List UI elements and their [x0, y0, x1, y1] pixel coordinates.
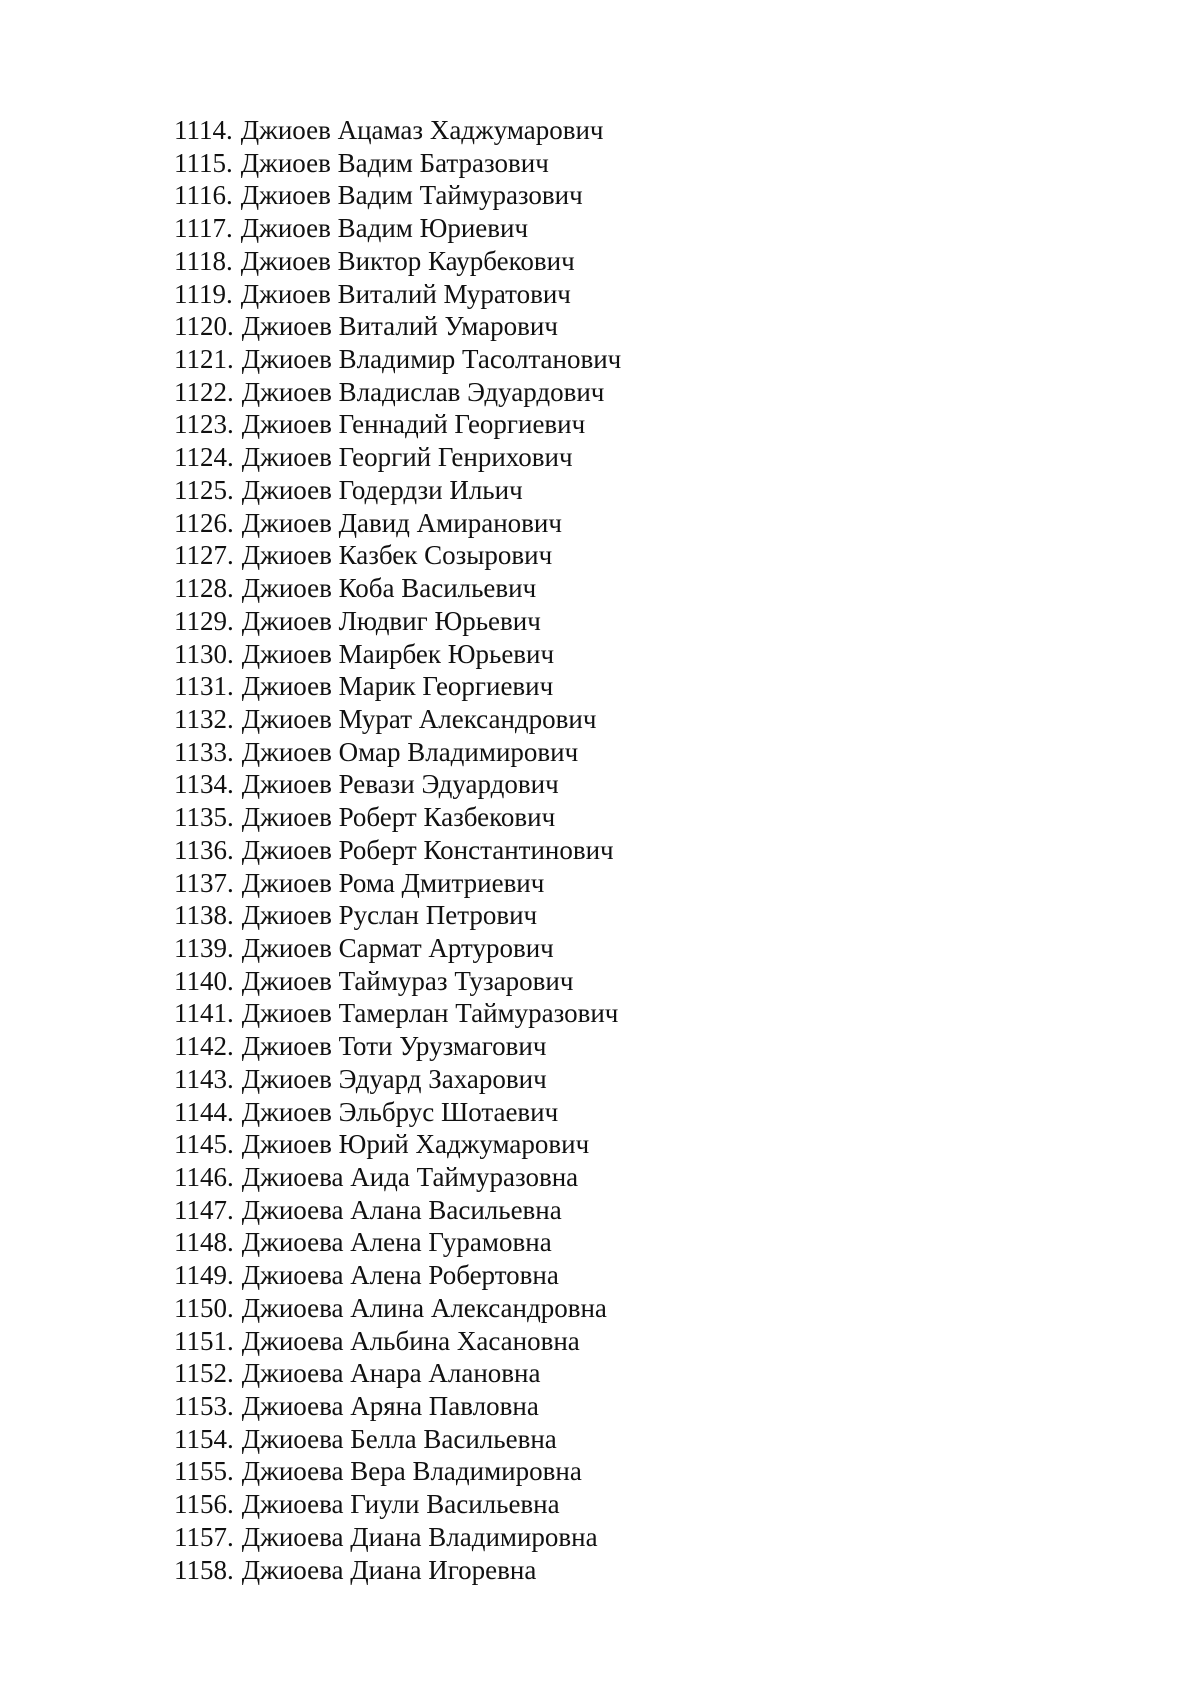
- entry-name: Джиоева Аряна Павловна: [241, 1391, 539, 1422]
- entry-number: 1144.: [174, 1096, 234, 1127]
- entry-name: Джиоев Эдуард Захарович: [241, 1063, 547, 1094]
- list-item: [174, 965, 621, 998]
- entry-number: 1121.: [174, 344, 234, 375]
- list-item: [174, 1292, 621, 1325]
- entry-name: Джиоев Роберт Казбекович: [241, 802, 556, 833]
- entry-name: Джиоев Вадим Таймуразович: [240, 180, 583, 211]
- entry-name: Джиоева Вера Владимировна: [241, 1456, 582, 1487]
- entry-number: 1130.: [174, 638, 234, 669]
- entry-number: 1152.: [174, 1358, 234, 1389]
- list-item: [174, 834, 621, 867]
- entry-number: 1151.: [174, 1325, 234, 1356]
- list-item: [174, 278, 621, 311]
- entry-name: Джиоев Годердзи Ильич: [241, 474, 523, 505]
- entry-name: Джиоев Сармат Артурович: [241, 932, 554, 963]
- entry-number: 1119.: [174, 278, 233, 309]
- entry-name: Джиоев Вадим Батразович: [240, 147, 549, 178]
- entry-number: 1145.: [174, 1129, 234, 1160]
- entry-name: Джиоев Давид Амиранович: [241, 507, 562, 538]
- entry-number: 1116.: [174, 180, 233, 211]
- entry-name: Джиоев Людвиг Юрьевич: [241, 605, 541, 636]
- list-item: [174, 1423, 621, 1456]
- list-item: [174, 899, 621, 932]
- entry-number: 1142.: [174, 1031, 234, 1062]
- list-item: [174, 114, 621, 147]
- list-item: [174, 1030, 621, 1063]
- entry-name: Джиоева Альбина Хасановна: [241, 1325, 580, 1356]
- entry-number: 1143.: [174, 1063, 234, 1094]
- list-item: [174, 507, 621, 540]
- list-item: [174, 343, 621, 376]
- entry-name: Джиоев Вадим Юриевич: [240, 213, 529, 244]
- entry-name: Джиоев Владислав Эдуардович: [241, 376, 605, 407]
- entry-number: 1125.: [174, 474, 234, 505]
- entry-number: 1156.: [174, 1489, 234, 1520]
- list-item: [174, 1128, 621, 1161]
- list-item: [174, 638, 621, 671]
- entry-name: Джиоев Эльбрус Шотаевич: [241, 1096, 559, 1127]
- list-item: [174, 474, 621, 507]
- list-item: [174, 310, 621, 343]
- entry-name: Джиоева Алина Александровна: [241, 1292, 607, 1323]
- entry-name: Джиоев Юрий Хаджумарович: [241, 1129, 590, 1160]
- entry-number: 1114.: [174, 115, 233, 145]
- entry-number: 1153.: [174, 1391, 234, 1422]
- entry-name: Джиоева Диана Владимировна: [241, 1521, 598, 1552]
- list-item: [174, 1357, 621, 1390]
- entry-number: 1132.: [174, 703, 234, 734]
- entry-number: 1149.: [174, 1260, 234, 1291]
- list-item: [174, 1259, 621, 1292]
- entry-number: 1134.: [174, 769, 234, 800]
- entry-name: Джиоев Руслан Петрович: [241, 900, 538, 931]
- entry-number: 1118.: [174, 245, 233, 276]
- entry-number: 1140.: [174, 965, 234, 996]
- entry-name: Джиоева Анара Алановна: [241, 1358, 541, 1389]
- entry-number: 1157.: [174, 1521, 234, 1552]
- entry-name: Джиоева Алана Васильевна: [241, 1194, 562, 1225]
- entry-name: Джиоев Виталий Муратович: [240, 278, 571, 309]
- entry-number: 1139.: [174, 932, 234, 963]
- entry-name: Джиоев Омар Владимирович: [241, 736, 579, 767]
- list-item: [174, 179, 621, 212]
- entry-name: Джиоев Ацамаз Хаджумарович: [240, 115, 604, 145]
- entry-number: 1123.: [174, 409, 234, 440]
- entry-name: Джиоев Коба Васильевич: [241, 573, 537, 604]
- list-item: [174, 670, 621, 703]
- list-item: [174, 572, 621, 605]
- entry-name: Джиоева Диана Игоревна: [241, 1554, 537, 1585]
- entry-name: Джиоева Алена Гурамовна: [241, 1227, 552, 1258]
- entry-name: Джиоев Тоти Урузмагович: [241, 1031, 547, 1062]
- list-item: [174, 1226, 621, 1259]
- entry-number: 1141.: [174, 998, 234, 1029]
- entry-name: Джиоев Таймураз Тузарович: [241, 965, 574, 996]
- list-item: [174, 1161, 621, 1194]
- list-item: [174, 245, 621, 278]
- list-item: [174, 867, 621, 900]
- entry-name: Джиоев Роберт Константинович: [241, 834, 614, 865]
- name-list: [174, 114, 621, 1586]
- entry-number: 1136.: [174, 834, 234, 865]
- list-item: [174, 736, 621, 769]
- entry-number: 1158.: [174, 1554, 234, 1585]
- entry-number: 1148.: [174, 1227, 234, 1258]
- entry-number: 1124.: [174, 442, 234, 473]
- entry-number: 1129.: [174, 605, 234, 636]
- list-item: [174, 801, 621, 834]
- entry-name: Джиоева Белла Васильевна: [241, 1423, 557, 1454]
- entry-name: Джиоев Марик Георгиевич: [241, 671, 554, 702]
- entry-name: Джиоева Алена Робертовна: [241, 1260, 559, 1291]
- entry-number: 1126.: [174, 507, 234, 538]
- list-item: [174, 1096, 621, 1129]
- list-item: [174, 539, 621, 572]
- list-item: [174, 1390, 621, 1423]
- entry-name: Джиоев Геннадий Георгиевич: [241, 409, 586, 440]
- entry-number: 1154.: [174, 1423, 234, 1454]
- list-item: [174, 376, 621, 409]
- entry-number: 1120.: [174, 311, 234, 342]
- entry-number: 1137.: [174, 867, 234, 898]
- entry-number: 1122.: [174, 376, 234, 407]
- list-item: [174, 1063, 621, 1096]
- list-item: [174, 441, 621, 474]
- entry-number: 1147.: [174, 1194, 234, 1225]
- list-item: [174, 1194, 621, 1227]
- entry-name: Джиоев Тамерлан Таймуразович: [241, 998, 619, 1029]
- entry-name: Джиоева Аида Таймуразовна: [241, 1162, 579, 1192]
- entry-name: Джиоев Казбек Созырович: [241, 540, 553, 571]
- entry-number: 1155.: [174, 1456, 234, 1487]
- entry-name: Джиоев Маирбек Юрьевич: [241, 638, 555, 669]
- list-item: [174, 1554, 621, 1587]
- list-item: [174, 1521, 621, 1554]
- entry-number: 1138.: [174, 900, 234, 931]
- entry-name: Джиоев Владимир Тасолтанович: [241, 344, 622, 375]
- list-item: [174, 147, 621, 180]
- entry-name: Джиоев Рома Дмитриевич: [241, 867, 545, 898]
- entry-number: 1115.: [174, 147, 233, 178]
- list-item: [174, 212, 621, 245]
- entry-name: Джиоева Гиули Васильевна: [241, 1489, 560, 1520]
- list-item: [174, 997, 621, 1030]
- entry-name: Джиоев Виктор Каурбекович: [240, 245, 575, 276]
- entry-number: 1146.: [174, 1162, 234, 1192]
- list-item: [174, 768, 621, 801]
- list-item: [174, 1488, 621, 1521]
- list-item: [174, 932, 621, 965]
- list-item: [174, 703, 621, 736]
- list-item: [174, 408, 621, 441]
- list-item: [174, 1325, 621, 1358]
- entry-name: Джиоев Виталий Умарович: [241, 311, 558, 342]
- list-item: [174, 605, 621, 638]
- entry-number: 1117.: [174, 213, 233, 244]
- entry-number: 1135.: [174, 802, 234, 833]
- entry-name: Джиоев Георгий Генрихович: [241, 442, 573, 473]
- entry-number: 1150.: [174, 1292, 234, 1323]
- list-item: [174, 1455, 621, 1488]
- entry-number: 1131.: [174, 671, 234, 702]
- entry-number: 1128.: [174, 573, 234, 604]
- entry-name: Джиоев Мурат Александрович: [241, 703, 597, 734]
- entry-number: 1133.: [174, 736, 234, 767]
- entry-name: Джиоев Ревази Эдуардович: [241, 769, 559, 800]
- entry-number: 1127.: [174, 540, 234, 571]
